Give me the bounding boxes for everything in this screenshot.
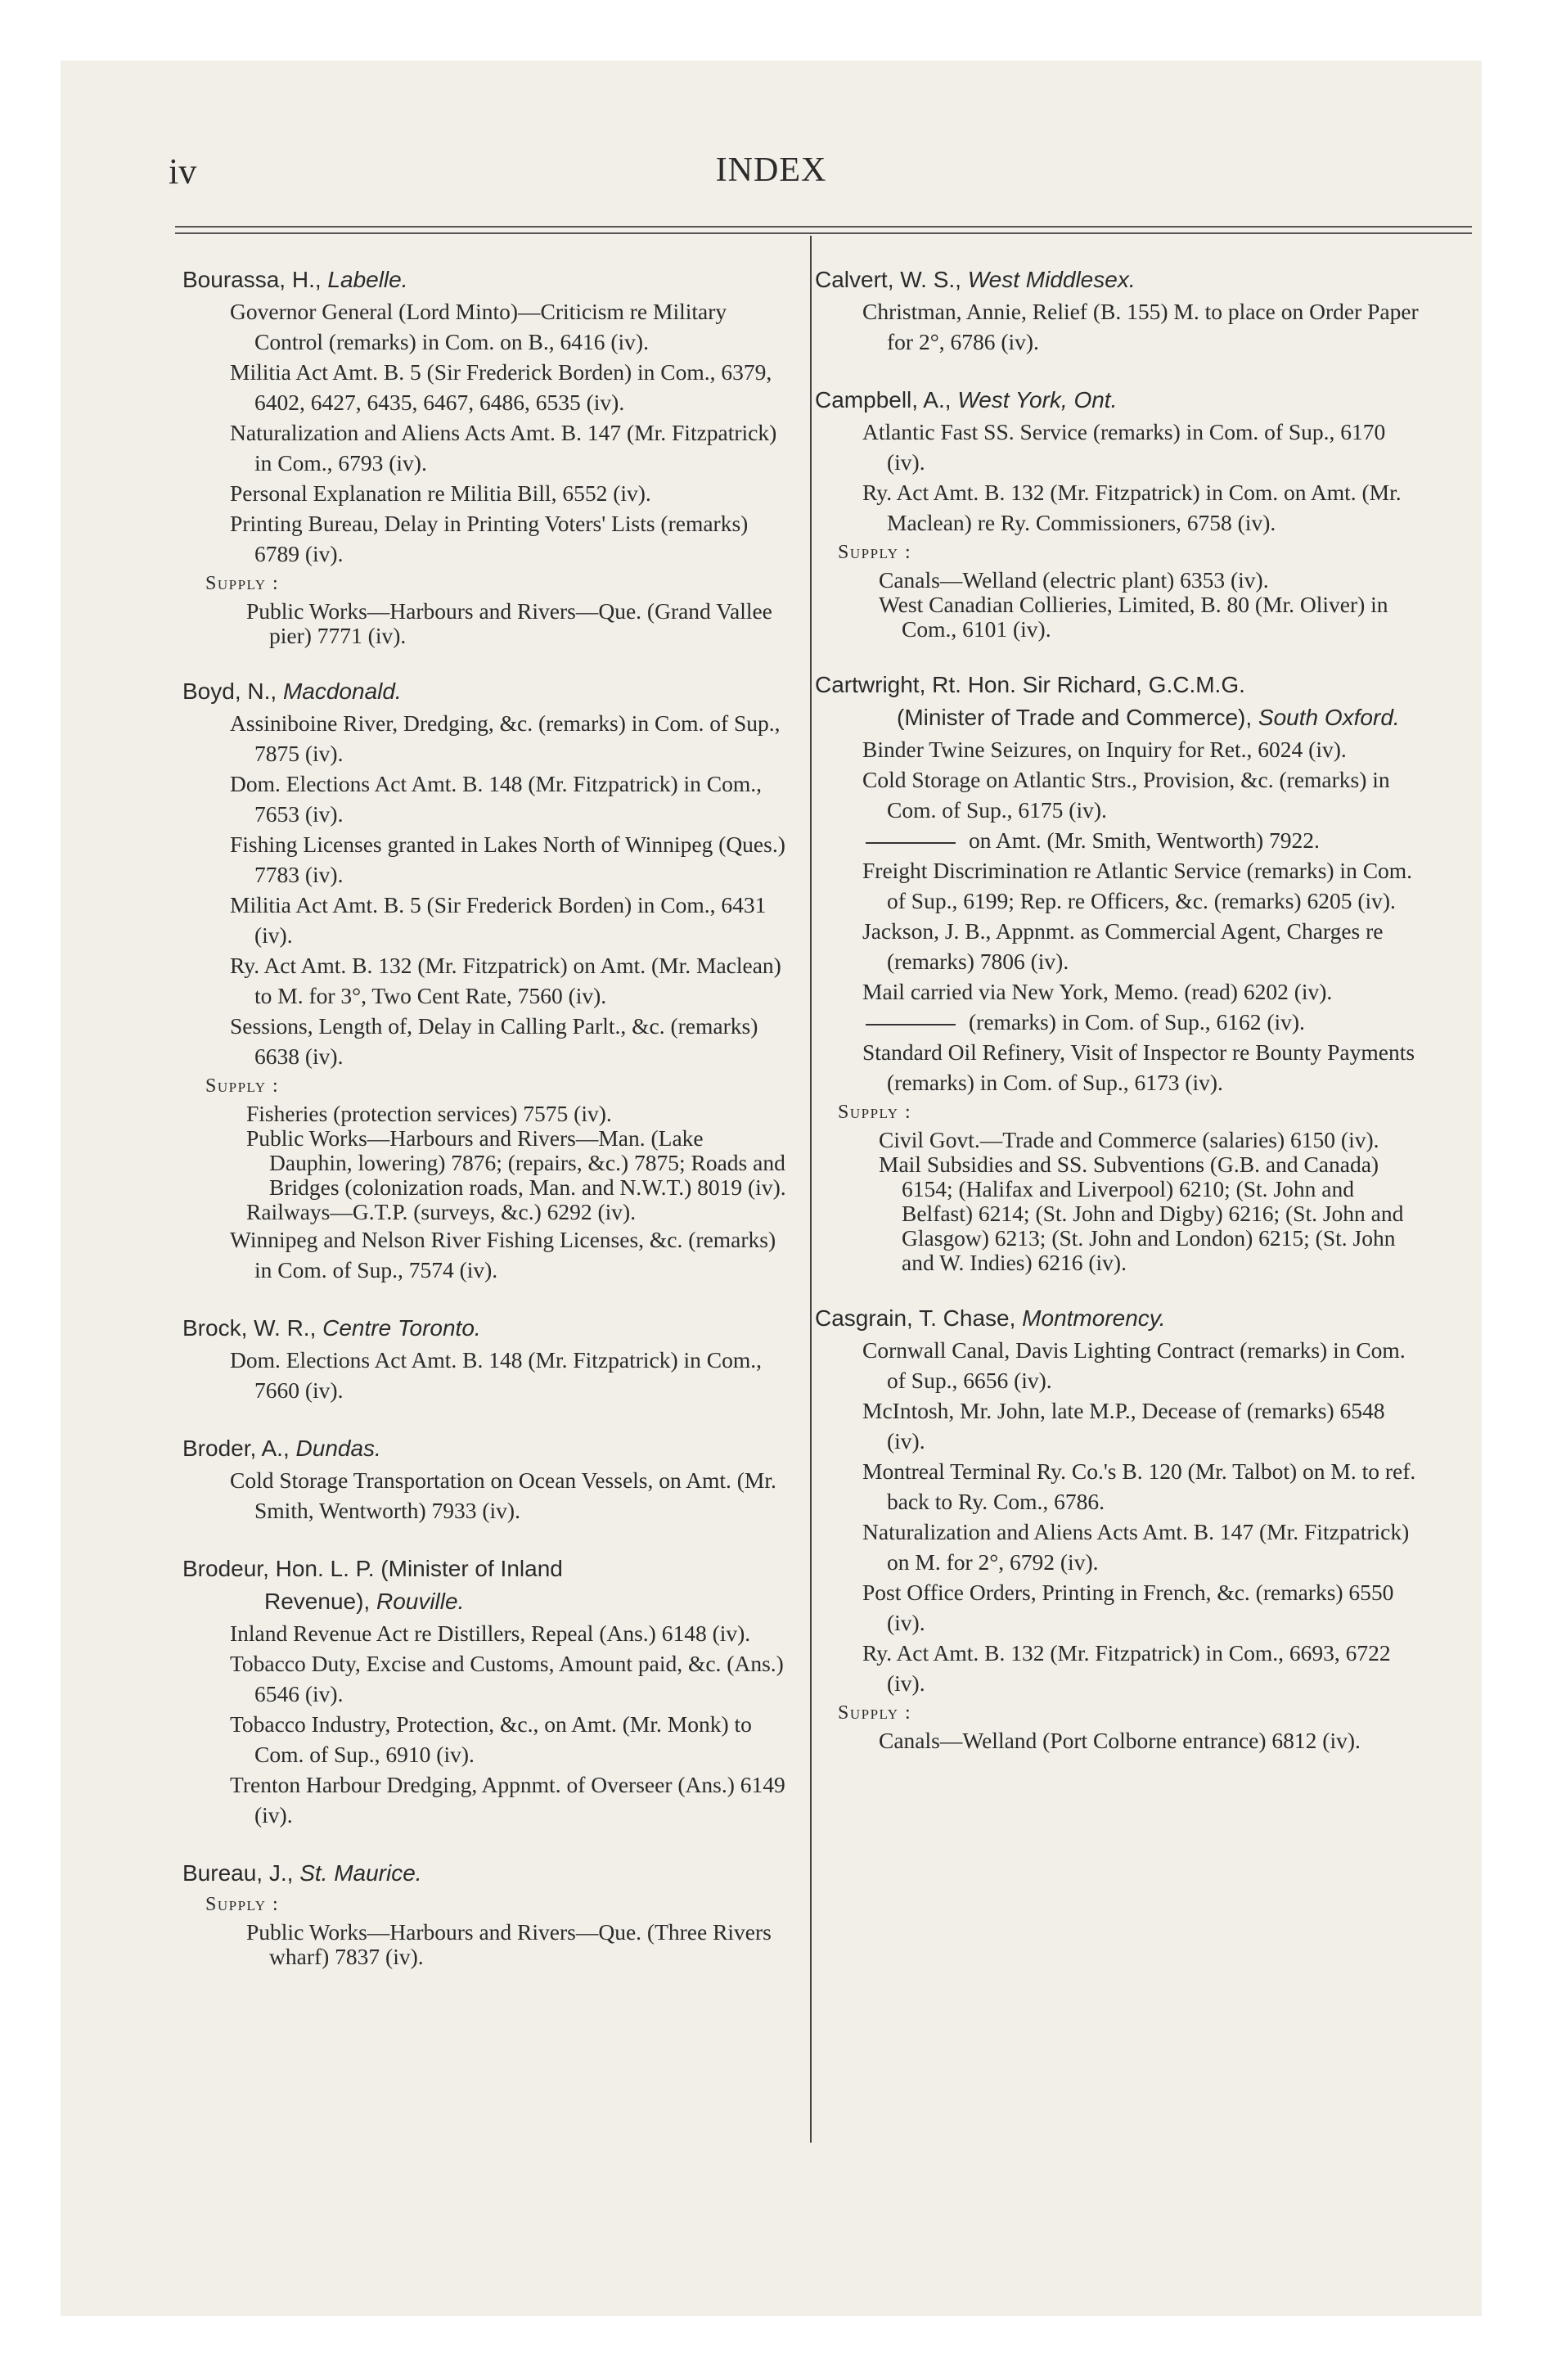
constituency: Dundas.: [295, 1436, 381, 1461]
supply-item: Mail Subsidies and SS. Subventions (G.B. and Canada) 6154; (Halifax and Liverpool) 6210; (St. John and Belfast) 6214; (St. John and Digby) 6216; (St. John and Glasgow) 6213; (St. John and London) 6215; (St. John and W. Indies) 6216 (iv).: [879, 1152, 1404, 1275]
subject-item: Naturalization and Aliens Acts Amt. B. 147 (Mr. Fitzpatrick) in Com., 6793 (iv).: [230, 420, 777, 476]
subject-item: Post Office Orders, Printing in French, &c. (remarks) 6550 (iv).: [862, 1580, 1394, 1635]
page-number: iv: [169, 151, 197, 192]
index-entry: [815, 669, 1421, 1275]
constituency: West Middlesex.: [967, 267, 1136, 292]
ditto-subitem: [839, 1007, 1421, 1037]
left-column: [182, 264, 790, 1996]
member-name-line: [182, 1857, 790, 1890]
subject-item: Personal Explanation re Militia Bill, 6552 (iv).: [230, 480, 651, 506]
constituency: South Oxford.: [1258, 705, 1400, 730]
index-entry: [182, 1432, 790, 1526]
page-header: [61, 151, 1482, 200]
constituency: Rouville.: [376, 1589, 465, 1614]
index-entry: [182, 1553, 790, 1830]
ditto-text: on Amt. (Mr. Smith, Wentworth) 7922.: [969, 827, 1320, 853]
subject-item: Militia Act Amt. B. 5 (Sir Frederick Borden) in Com., 6379, 6402, 6427, 6435, 6467, 6486, 6535 (iv).: [230, 359, 772, 415]
member-name-line: [815, 264, 1421, 296]
index-entry: [182, 264, 790, 648]
supply-item: Canals—Welland (electric plant) 6353 (iv).: [879, 567, 1269, 593]
subject-item: Winnipeg and Nelson River Fishing Licenses, &c. (remarks) in Com. of Sup., 7574 (iv).: [230, 1227, 776, 1282]
subject-item: Militia Act Amt. B. 5 (Sir Frederick Borden) in Com., 6431 (iv).: [230, 892, 767, 948]
member-name: Bourassa, H.,: [182, 267, 322, 292]
supply-heading: Supply :: [205, 1075, 280, 1097]
member-name-line: [815, 384, 1421, 417]
constituency: Montmorency.: [1022, 1305, 1166, 1331]
supply-heading: Supply :: [838, 542, 912, 563]
subject-item: McIntosh, Mr. John, late M.P., Decease of (remarks) 6548 (iv).: [862, 1398, 1385, 1454]
subject-item: Atlantic Fast SS. Service (remarks) in Com. of Sup., 6170 (iv).: [862, 419, 1386, 475]
index-entry: [182, 1312, 790, 1405]
supply-item: Fisheries (protection services) 7575 (iv).: [246, 1101, 612, 1126]
subject-item: Mail carried via New York, Memo. (read) 6202 (iv).: [862, 979, 1333, 1004]
subject-item: Dom. Elections Act Amt. B. 148 (Mr. Fitzpatrick) in Com., 7653 (iv).: [230, 771, 763, 827]
constituency: St. Maurice.: [299, 1860, 422, 1886]
constituency: Macdonald.: [282, 678, 402, 704]
ditto-dash: [866, 842, 956, 844]
constituency: West York, Ont.: [957, 387, 1118, 412]
subject-item: Printing Bureau, Delay in Printing Voters' Lists (remarks) 6789 (iv).: [230, 511, 749, 566]
subject-item: Cold Storage on Atlantic Strs., Provision, &c. (remarks) in Com. of Sup., 6175 (iv).: [862, 767, 1390, 823]
member-name: Bureau, J.,: [182, 1860, 294, 1886]
column-divider: [810, 236, 812, 2143]
member-name-line: [182, 1432, 790, 1465]
constituency: Centre Toronto.: [322, 1315, 481, 1341]
subject-item: Governor General (Lord Minto)—Criticism re Military Control (remarks) in Com. on B., 6416 (iv).: [230, 299, 727, 354]
subject-item: Ry. Act Amt. B. 132 (Mr. Fitzpatrick) on Amt. (Mr. Maclean) to M. for 3°, Two Cent Rate, 7560 (iv).: [230, 953, 781, 1008]
member-name: Brodeur, Hon. L. P. (Minister of Inland: [182, 1556, 563, 1581]
supply-heading: Supply :: [205, 1894, 280, 1915]
supply-item: Public Works—Harbours and Rivers—Man. (Lake Dauphin, lowering) 7876; (repairs, &c.) 7875; Roads and Bridges (colonization roads, Man. and N.W.T.) 8019 (iv).: [246, 1125, 786, 1200]
subject-item: Ry. Act Amt. B. 132 (Mr. Fitzpatrick) in Com., 6693, 6722 (iv).: [862, 1640, 1391, 1696]
subject-item: Cornwall Canal, Davis Lighting Contract (remarks) in Com. of Sup., 6656 (iv).: [862, 1337, 1406, 1393]
supply-heading: Supply :: [205, 573, 280, 594]
subject-item: Binder Twine Seizures, on Inquiry for Ret., 6024 (iv).: [862, 737, 1347, 762]
subject-item: Sessions, Length of, Delay in Calling Parlt., &c. (remarks) 6638 (iv).: [230, 1013, 758, 1069]
ditto-subitem: [839, 825, 1421, 855]
member-name-line: [182, 264, 790, 296]
supply-item: Public Works—Harbours and Rivers—Que. (Grand Vallee pier) 7771 (iv).: [246, 598, 772, 648]
subject-item: Freight Discrimination re Atlantic Service (remarks) in Com. of Sup., 6199; Rep. re Officers, &c. (remarks) 6205 (iv).: [862, 858, 1413, 913]
supply-item: Public Works—Harbours and Rivers—Que. (Three Rivers wharf) 7837 (iv).: [246, 1919, 772, 1969]
member-name: Broder, A.,: [182, 1436, 290, 1461]
supply-item: Railways—G.T.P. (surveys, &c.) 6292 (iv).: [246, 1199, 637, 1224]
right-column: [815, 264, 1421, 1780]
header-rule: [175, 226, 1472, 228]
member-name-line: [182, 1312, 790, 1345]
ditto-dash: [866, 1024, 956, 1025]
constituency: Labelle.: [327, 267, 408, 292]
supply-item: West Canadian Collieries, Limited, B. 80 (Mr. Oliver) in Com., 6101 (iv).: [879, 592, 1388, 642]
page-title: INDEX: [715, 151, 827, 189]
header-rule-double: [175, 232, 1472, 234]
member-title: Revenue),: [264, 1589, 371, 1614]
member-name: Casgrain, T. Chase,: [815, 1305, 1016, 1331]
member-name-line: [815, 1302, 1421, 1335]
member-name: Cartwright, Rt. Hon. Sir Richard, G.C.M.G.: [815, 672, 1245, 697]
index-entry: [815, 384, 1421, 642]
member-name-line: [182, 675, 790, 708]
member-name-line: [182, 1553, 790, 1585]
member-title-line: [815, 701, 1421, 734]
index-page: [61, 61, 1482, 2316]
member-name: Brock, W. R.,: [182, 1315, 317, 1341]
member-name: Calvert, W. S.,: [815, 267, 961, 292]
member-name-line: [815, 669, 1421, 701]
subject-item: Ry. Act Amt. B. 132 (Mr. Fitzpatrick) in Com. on Amt. (Mr. Maclean) re Ry. Commissioners, 6758 (iv).: [862, 480, 1402, 535]
subject-item: Fishing Licenses granted in Lakes North of Winnipeg (Ques.) 7783 (iv).: [230, 832, 785, 887]
supply-heading: Supply :: [838, 1102, 912, 1123]
subject-item: Inland Revenue Act re Distillers, Repeal (Ans.) 6148 (iv).: [230, 1620, 751, 1646]
member-title-line: [182, 1585, 790, 1618]
member-name: Boyd, N.,: [182, 678, 277, 704]
subject-item: Standard Oil Refinery, Visit of Inspector re Bounty Payments (remarks) in Com. of Sup., 6173 (iv).: [862, 1039, 1415, 1095]
subject-item: Jackson, J. B., Appnmt. as Commercial Agent, Charges re (remarks) 7806 (iv).: [862, 918, 1384, 974]
subject-item: Naturalization and Aliens Acts Amt. B. 147 (Mr. Fitzpatrick) on M. for 2°, 6792 (iv).: [862, 1519, 1410, 1575]
subject-item: Trenton Harbour Dredging, Appnmt. of Overseer (Ans.) 6149 (iv).: [230, 1772, 785, 1828]
subject-item: Tobacco Duty, Excise and Customs, Amount paid, &c. (Ans.) 6546 (iv).: [230, 1651, 784, 1706]
index-entry: [182, 1857, 790, 1969]
member-name: Campbell, A.,: [815, 387, 952, 412]
supply-item: Civil Govt.—Trade and Commerce (salaries) 6150 (iv).: [879, 1127, 1379, 1152]
subject-item: Christman, Annie, Relief (B. 155) M. to place on Order Paper for 2°, 6786 (iv).: [862, 299, 1419, 354]
index-entry: [815, 1302, 1421, 1753]
subject-item: Montreal Terminal Ry. Co.'s B. 120 (Mr. Talbot) on M. to ref. back to Ry. Com., 6786.: [862, 1458, 1416, 1514]
index-entry: [815, 264, 1421, 357]
supply-item: Canals—Welland (Port Colborne entrance) 6812 (iv).: [879, 1728, 1361, 1753]
ditto-text: (remarks) in Com. of Sup., 6162 (iv).: [969, 1009, 1305, 1034]
index-entry: [182, 675, 790, 1285]
subject-item: Assiniboine River, Dredging, &c. (remarks) in Com. of Sup., 7875 (iv).: [230, 710, 781, 766]
subject-item: Tobacco Industry, Protection, &c., on Amt. (Mr. Monk) to Com. of Sup., 6910 (iv).: [230, 1711, 752, 1767]
member-title: (Minister of Trade and Commerce),: [897, 705, 1253, 730]
subject-item: Dom. Elections Act Amt. B. 148 (Mr. Fitzpatrick) in Com., 7660 (iv).: [230, 1347, 763, 1403]
supply-heading: Supply :: [838, 1702, 912, 1724]
subject-item: Cold Storage Transportation on Ocean Vessels, on Amt. (Mr. Smith, Wentworth) 7933 (iv).: [230, 1467, 776, 1523]
